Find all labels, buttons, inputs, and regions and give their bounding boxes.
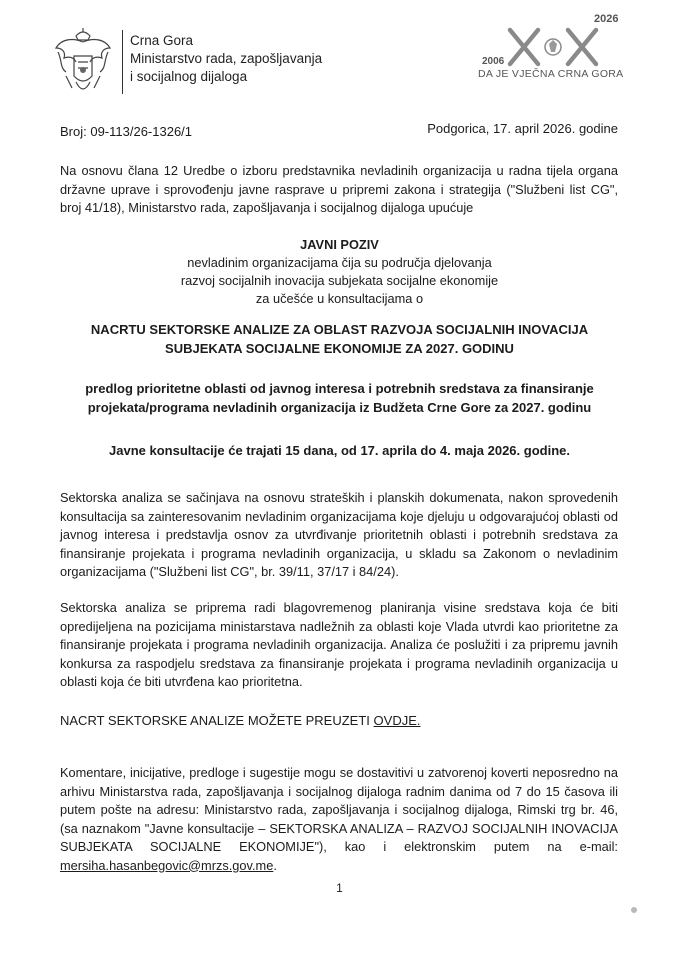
document-date: Podgorica, 17. april 2026. godine — [427, 121, 618, 136]
body-paragraph-2: Sektorska analiza se priprema radi blagovremenog planiranja visine sredstava koja će biti opredijeljena na pozicijama ministarstava nadležnih za oblasti koje Vlada utvrdi kao prioritetne za finansiranje projekata i programa nevladinih organizacija. Analiza će poslužiti i za pripremu javnih konkursa za raspodjelu sredstava za finansiranje projekata i programa nevladinih organizacija u oblasti koja će biti utvrđena kao prioritetna. — [60, 600, 618, 689]
email-period: . — [273, 857, 277, 873]
proposal-line: predlog prioritetne oblasti od javnog interesa i potrebnih sredstava za finansiranje — [85, 381, 594, 396]
draft-title-line: NACRTU SEKTORSKE ANALIZE ZA OBLAST RAZVOJA SOCIJALNIH INOVACIJA — [90, 322, 589, 337]
draft-title — [0, 320, 679, 358]
draft-title-line: SUBJEKATA SOCIJALNE EKONOMIJE ZA 2027. GODINU — [165, 341, 514, 356]
reference-number: Broj: 09-113/26-1326/1 — [60, 124, 193, 139]
intro-paragraph: Na osnovu člana 12 Uredbe o izboru predstavnika nevladinih organizacija u radna tijela organa državne uprave i sprovođenju javne rasprave u pripremi zakona i strategija ("Službeni list CG", broj 41/18), Ministarstvo rada, zapošljavanja i socijalnog dijaloga upućuje — [60, 163, 618, 215]
logo-year-start: 2006 — [482, 56, 505, 67]
body-paragraph-1: Sektorska analiza se sačinjava na osnovu strateških i planskih dokumenata, nakon sprovedenih konsultacija sa zainteresovanim nevladinim organizacijama koje djeluju u odgovarajućoj oblasti od javnog interesa i predstavlja osnov za utvrđivanje prioritetnih oblasti i potrebnih sredstava za finansiranje projekata i programa nevladinih organizacija, u skladu sa Zakonom o nevladinim organizacijama ("Službeni list CG", br. 39/11, 37/17 i 84/24). — [60, 490, 618, 579]
proposal-subtitle — [0, 379, 679, 417]
call-title: JAVNI POZIV — [300, 237, 379, 252]
consultation-duration: Javne konsultacije će trajati 15 dana, od 17. aprila do 4. maja 2026. godine. — [109, 443, 570, 458]
org-line-ministry: Ministarstvo rada, zapošljavanja — [130, 51, 323, 66]
org-line-country: Crna Gora — [130, 33, 194, 48]
call-line: za učešće u konsultacijama o — [255, 291, 424, 306]
org-line-ministry-cont: i socijalnog dijaloga — [130, 69, 248, 84]
submission-text: Komentare, inicijative, predloge i sugestije mogu se dostavitivi u zatvorenoj koverti neposredno na arhivu Ministarstva rada, zapošljavanja i socijalnog dijaloga radnim danima od 7 do 15 časova ili putem pošte na adresu: Ministarstvo rada, zapošljavanja i socijalnog dijaloga, Rimski trg br. 46, (sa naznakom "Javne konsultacije – SEKTORSKA ANALIZA – RAZVOJ SOCIJALNIH INOVACIJA SUBJEKATA SOCIJALNE EKONOMIJE"), kao i elektronskim putem na e-mail: — [60, 765, 618, 854]
body-paragraph-3 — [60, 764, 618, 875]
download-text: NACRT SEKTORSKE ANALIZE MOŽETE PREUZETI — [60, 713, 370, 728]
logo-tagline: DA JE VJEČNA CRNA GORA — [478, 68, 624, 80]
coat-of-arms-icon — [52, 26, 114, 102]
page-number: 1 — [336, 881, 343, 895]
header-divider — [122, 30, 123, 94]
call-line: razvoj socijalnih inovacija subjekata socijalne ekonomije — [180, 273, 499, 288]
download-line — [60, 713, 421, 728]
download-link[interactable]: OVDJE. — [373, 713, 421, 728]
call-heading-block — [0, 236, 679, 308]
call-line: nevladinim organizacijama čija su područja djelovanja — [187, 255, 492, 270]
contact-email-link[interactable]: mersiha.hasanbegovic@mrzs.gov.me — [60, 857, 274, 873]
logo-year-end: 2026 — [594, 13, 619, 25]
organization-name — [130, 32, 322, 86]
proposal-line: projekata/programa nevladinih organizacija iz Budžeta Crne Gore za 2027. godinu — [87, 400, 592, 415]
scan-dot — [631, 907, 637, 913]
